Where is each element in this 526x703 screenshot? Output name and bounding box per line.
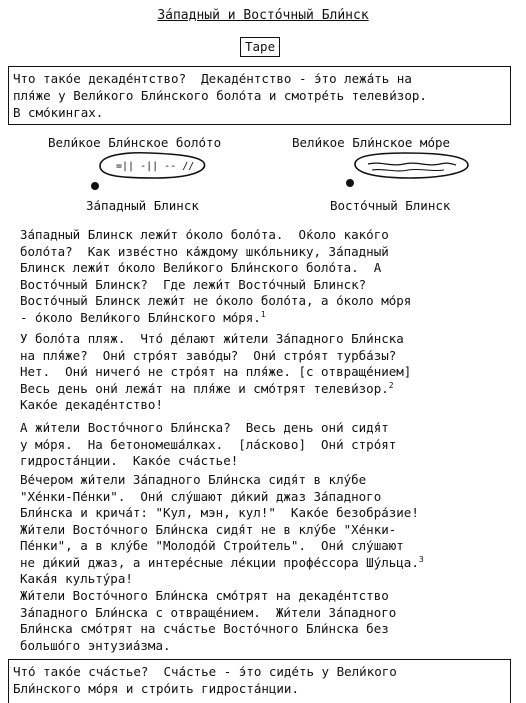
swamp-label: Вели́кое Бли́нское боло́то <box>48 135 222 150</box>
intro-line: В смо́кингах. <box>13 105 104 120</box>
text-line: на пля́же? Они́ стро́ят заво́ды? Они́ стро́ят турба́зы? <box>20 347 397 363</box>
text-line: За́падного Бли́нска с отвраще́нием. Жи́тели За́падного <box>20 604 397 620</box>
text-line: - о́коло Вели́кого Бли́нского мо́ря. <box>20 309 261 325</box>
text-line: Жи́тели Восто́чного Бли́нска сидя́т не в клу́бе "Хе́нки- <box>20 521 397 537</box>
east-blinsk-label: Восто́чный Блинск <box>330 198 451 213</box>
text-line: большо́го энтузиа́зма. <box>20 637 171 653</box>
outro-line: Что́ тако́е сча́стье? Сча́стье - э́то сиде́ть у Вели́кого <box>13 664 397 679</box>
sea-label: Вели́кое Бли́нское мо́ре <box>292 135 451 150</box>
text-line: Блинск лежи́т о́коло Вели́кого Бли́нского боло́та. А <box>20 260 382 275</box>
paragraph-1 <box>20 227 520 326</box>
footnote-marker: 1 <box>260 309 266 319</box>
text-line: Бли́нска смо́трят на сча́стье Восто́чного Бли́нска без <box>20 621 389 636</box>
text-line: у мо́ря. На бетономеша́лках. [ла́сково] Они́ стро́ят <box>20 436 397 452</box>
text-line: Весь день они́ лежа́т на пля́же и смо́трят телеви́зор. <box>20 380 389 396</box>
paragraph-4 <box>20 472 520 588</box>
text-line: За́падный Блинск лежи́т о́коло боло́та. О́коло како́го <box>20 227 389 242</box>
tape-label-box: Tape <box>240 37 280 57</box>
paragraph-2 <box>20 331 520 414</box>
text-line: Кака́я культу́ра! <box>20 571 133 586</box>
text-line: Како́е декаде́нтство! <box>20 397 163 412</box>
text-line: Восто́чный Блинск лежи́т не о́коло боло́та, а о́коло мо́ря <box>20 293 412 308</box>
map-illustration <box>0 150 526 195</box>
footnote-marker: 2 <box>388 380 394 390</box>
text-line: гидроста́нции. Како́е сча́стье! <box>20 453 239 468</box>
west-blinsk-dot <box>91 182 99 190</box>
paragraph-5 <box>20 588 520 654</box>
east-blinsk-dot <box>346 179 354 187</box>
page-title: За́падный и Восто́чный Бли́нск <box>157 8 369 23</box>
paragraph-3 <box>20 420 520 470</box>
text-line: не ди́кий джаз, а интере́сные ле́кции профе́ссора Шу́льца. <box>20 554 419 570</box>
swamp-marks: =|| -|| -- // <box>116 161 195 172</box>
outro-line: Бли́нского мо́ря и стро́ить гидроста́нции. <box>13 681 299 696</box>
west-blinsk-label: За́падный Блинск <box>86 198 199 213</box>
intro-line: пля́же у Вели́кого Бли́нского боло́та и смотре́ть телеви́зор. <box>13 88 427 103</box>
text-line: Жи́тели Восто́чного Бли́нска смо́трят на декаде́нтство <box>20 588 389 603</box>
swamp-shape <box>100 153 205 178</box>
text-line: Нет. Они́ ничего́ не стро́ят на пля́же. [с отвраще́нием] <box>20 364 412 379</box>
intro-line: Что тако́е декаде́нтство? Декаде́нтство - э́то лежа́ть на <box>13 71 412 86</box>
text-line: Восто́чный Блинск? Где лежи́т Восто́чный Блинск? <box>20 276 367 292</box>
text-line: "Хе́нки-Пе́нки". Они́ слу́шают ди́кий джаз За́падного <box>20 488 382 504</box>
sea-shape <box>355 153 468 178</box>
outro-question-box <box>8 659 511 703</box>
intro-question-box <box>8 66 511 125</box>
text-line: Бли́нска и крича́т: "Кул, мэн, кул!" Како́е безобра́зие! <box>20 505 419 520</box>
text-line: Пе́нки", а в клу́бе "Молодо́й Строи́тель". Они́ слу́шают <box>20 538 404 553</box>
footnote-marker: 3 <box>418 554 424 564</box>
text-line: Ве́чером жи́тели За́падного Бли́нска сидя́т в клу́бе <box>20 472 367 487</box>
text-line: боло́та? Как изве́стно ка́ждому шко́льнику, За́падный <box>20 243 389 259</box>
text-line: А жи́тели Восто́чного Бли́нска? Весь день они́ сидя́т <box>20 420 389 435</box>
text-line: У боло́та пляж. Что́ де́лают жи́тели За́падного Бли́нска <box>20 331 404 346</box>
